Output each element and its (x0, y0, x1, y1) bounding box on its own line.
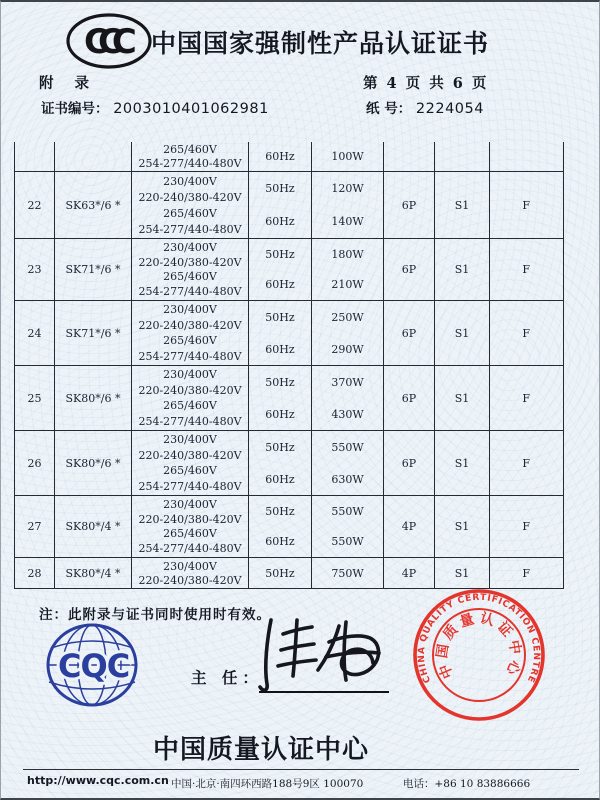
model-cell (55, 301, 132, 365)
class-cell (490, 558, 563, 588)
poles-cell (384, 496, 435, 557)
model-cell (55, 239, 132, 300)
power-value: 250W (331, 310, 364, 324)
duty-value: S1 (454, 263, 470, 276)
voltage-cell (132, 558, 249, 588)
power-cell (312, 558, 384, 588)
row-no-cell (15, 366, 55, 430)
power-value: 210W (331, 278, 364, 292)
paper-number: 2224054 (415, 101, 484, 117)
certificate-title: 中国国家强制性产品认证证书 (151, 29, 490, 58)
poles-value: 6P (401, 198, 417, 212)
power-cell (312, 172, 384, 238)
signature-underline (259, 691, 389, 693)
svg-text:CQC: CQC (58, 647, 130, 685)
class-value: F (522, 456, 531, 470)
frequency-cell (249, 301, 312, 365)
certificate-number-label: 证书编号： (41, 101, 109, 117)
appendix-label: 附 录 (39, 75, 98, 92)
voltage-line: 265/460V (163, 334, 217, 348)
frequency-value: 50Hz (265, 440, 295, 454)
voltage-line: 220-240/380-420V (138, 190, 242, 204)
certificate-number: 2003010401062981 (113, 101, 269, 117)
power-cell (312, 431, 384, 495)
row-no: 27 (27, 520, 42, 533)
voltage-line: 220-240/380-420V (138, 318, 242, 332)
footer-rule (23, 769, 579, 770)
director-label: 主 任： (191, 668, 263, 687)
voltage-line: 254-277/440-480V (138, 156, 242, 170)
stamp-inner-text: 中国质量认证中心 (434, 610, 524, 681)
power-value: 370W (331, 375, 364, 389)
duty-cell (435, 496, 490, 557)
power-value: 120W (331, 182, 364, 195)
class-value: F (522, 198, 531, 212)
duty-cell (435, 239, 490, 300)
poles-cell (384, 172, 435, 238)
poles-cell (384, 239, 435, 300)
voltage-line: 220-240/380-420V (138, 383, 242, 397)
model-value: SK80*/4 * (65, 566, 121, 580)
voltage-line: 265/460V (163, 143, 217, 157)
table-row-partial (15, 142, 563, 171)
table-row (15, 430, 563, 495)
voltage-line: 254-277/440-480V (138, 414, 242, 428)
row-no: 26 (27, 456, 42, 470)
row-no-cell (15, 431, 55, 495)
model-cell (55, 172, 132, 238)
duty-value: S1 (454, 520, 470, 533)
frequency-cell (249, 558, 312, 588)
class-value: F (522, 391, 531, 405)
frequency-cell (249, 172, 312, 238)
power-cell (312, 301, 384, 365)
row-no-cell (15, 239, 55, 300)
table-row (15, 495, 563, 557)
frequency-value: 50Hz (265, 182, 295, 195)
power-cell (312, 142, 384, 171)
class-cell (490, 301, 563, 365)
frequency-value: 50Hz (265, 310, 295, 324)
poles-value: 6P (401, 326, 417, 340)
frequency-cell (249, 239, 312, 300)
frequency-cell (249, 431, 312, 495)
duty-cell (435, 431, 490, 495)
row-no-cell (15, 172, 55, 238)
power-value: 550W (331, 535, 364, 549)
frequency-value: 50Hz (265, 247, 295, 261)
voltage-cell (132, 172, 249, 238)
poles-cell (384, 366, 435, 430)
frequency-value: 50Hz (265, 504, 295, 518)
page-indicator: 第 4 页 共 6 页 (363, 75, 489, 92)
table-row (15, 557, 563, 588)
row-no-cell (15, 301, 55, 365)
voltage-line: 230/400V (163, 433, 217, 447)
power-value: 630W (331, 472, 364, 486)
class-cell (490, 142, 563, 171)
row-no: 23 (27, 263, 42, 276)
model-value: SK71*/6 * (65, 263, 121, 276)
row-no: 24 (27, 326, 42, 340)
stamp-ring-text: CHINA QUALITY CERTIFICATION CENTRE (416, 592, 542, 685)
footer-address: 中国·北京·南四环西路188号9区 100070 (171, 778, 364, 790)
voltage-cell (132, 239, 249, 300)
power-cell (312, 366, 384, 430)
duty-value: S1 (454, 456, 470, 470)
frequency-value: 50Hz (265, 375, 295, 389)
ccc-logo-icon (63, 12, 155, 72)
frequency-value: 60Hz (265, 472, 295, 486)
model-value: SK71*/6 * (65, 326, 121, 340)
power-value: 180W (331, 247, 364, 261)
class-value: F (522, 326, 531, 340)
duty-value: S1 (454, 391, 470, 405)
poles-cell (384, 142, 435, 171)
voltage-line: 254-277/440-480V (138, 222, 242, 236)
power-cell (312, 239, 384, 300)
frequency-value: 50Hz (265, 566, 295, 580)
voltage-line: 230/400V (163, 497, 217, 511)
voltage-line: 230/400V (163, 240, 217, 254)
table-row (15, 365, 563, 430)
voltage-line: 230/400V (163, 303, 217, 317)
svg-text:中国质量认证中心 (433, 609, 525, 681)
voltage-line: 230/400V (163, 174, 217, 188)
frequency-cell (249, 496, 312, 557)
model-value: SK80*/6 * (65, 456, 121, 470)
class-value: F (522, 263, 531, 276)
voltage-line: 230/400V (163, 559, 217, 573)
frequency-cell (249, 142, 312, 171)
voltage-line: 254-277/440-480V (138, 542, 242, 556)
model-value: SK80*/4 * (65, 520, 121, 533)
duty-cell (435, 172, 490, 238)
class-cell (490, 496, 563, 557)
poles-value: 4P (401, 566, 417, 580)
power-value: 750W (331, 566, 364, 580)
class-cell (490, 366, 563, 430)
duty-value: S1 (454, 198, 470, 212)
model-cell (55, 142, 132, 171)
power-value: 550W (331, 440, 364, 454)
table-row (15, 300, 563, 365)
footer-url: http://www.cqc.com.cn (27, 774, 169, 787)
poles-value: 6P (401, 391, 417, 405)
frequency-value: 60Hz (265, 150, 295, 163)
voltage-line: 220-240/380-420V (138, 448, 242, 462)
product-table (14, 142, 564, 589)
class-cell (490, 431, 563, 495)
frequency-value: 60Hz (265, 407, 295, 421)
voltage-line: 254-277/440-480V (138, 285, 242, 299)
voltage-line: 220-240/380-420V (138, 573, 242, 587)
voltage-cell (132, 431, 249, 495)
voltage-line: 230/400V (163, 368, 217, 382)
power-value: 100W (331, 150, 364, 163)
model-cell (55, 558, 132, 588)
duty-cell (435, 558, 490, 588)
certificate-number-line (41, 97, 269, 117)
voltage-cell (132, 366, 249, 430)
poles-value: 4P (401, 520, 417, 533)
voltage-line: 254-277/440-480V (138, 349, 242, 363)
voltage-line: 265/460V (163, 206, 217, 220)
footer-phone: 电话：+86 10 83886666 (403, 778, 531, 790)
row-no-cell (15, 496, 55, 557)
model-cell (55, 366, 132, 430)
class-cell (490, 172, 563, 238)
table-row (15, 171, 563, 238)
voltage-line: 254-277/440-480V (138, 479, 242, 493)
frequency-value: 60Hz (265, 278, 295, 292)
table-row (15, 238, 563, 300)
model-value: SK63*/6 * (65, 198, 121, 212)
red-stamp (409, 585, 549, 725)
class-cell (490, 239, 563, 300)
duty-value: S1 (454, 326, 470, 340)
poles-cell (384, 558, 435, 588)
cqc-logo-icon (45, 622, 139, 708)
paper-number-label: 纸 号： (366, 101, 412, 117)
poles-value: 6P (401, 456, 417, 470)
duty-value: S1 (454, 566, 470, 580)
director-signature (249, 610, 394, 702)
voltage-line: 265/460V (163, 270, 217, 284)
poles-cell (384, 431, 435, 495)
poles-value: 6P (401, 263, 417, 276)
voltage-cell (132, 496, 249, 557)
model-cell (55, 496, 132, 557)
frequency-value: 60Hz (265, 215, 295, 228)
duty-cell (435, 301, 490, 365)
duty-cell (435, 366, 490, 430)
model-cell (55, 431, 132, 495)
poles-cell (384, 301, 435, 365)
note-text: 注：此附录与证书同时使用时有效。 (39, 607, 271, 623)
power-cell (312, 496, 384, 557)
power-value: 290W (331, 342, 364, 356)
class-value: F (522, 520, 531, 533)
row-no: 25 (27, 391, 42, 405)
voltage-line: 265/460V (163, 399, 217, 413)
voltage-line: 265/460V (163, 527, 217, 541)
frequency-value: 60Hz (265, 342, 295, 356)
voltage-cell (132, 301, 249, 365)
row-no-cell (15, 558, 55, 588)
voltage-line: 265/460V (163, 464, 217, 478)
power-value: 140W (331, 215, 364, 228)
frequency-cell (249, 366, 312, 430)
duty-cell (435, 142, 490, 171)
voltage-line: 220-240/380-420V (138, 255, 242, 269)
power-value: 430W (331, 407, 364, 421)
model-value: SK80*/6 * (65, 391, 121, 405)
voltage-line: 220-240/380-420V (138, 512, 242, 526)
footer-org-name: 中国质量认证中心 (153, 735, 370, 765)
row-no-cell (15, 142, 55, 171)
svg-text:CCC: CCC (84, 22, 126, 62)
frequency-value: 60Hz (265, 535, 295, 549)
voltage-cell (132, 142, 249, 171)
row-no: 22 (27, 198, 42, 212)
power-value: 550W (331, 504, 364, 518)
class-value: F (522, 566, 531, 580)
paper-number-line (366, 97, 484, 117)
row-no: 28 (27, 566, 42, 580)
